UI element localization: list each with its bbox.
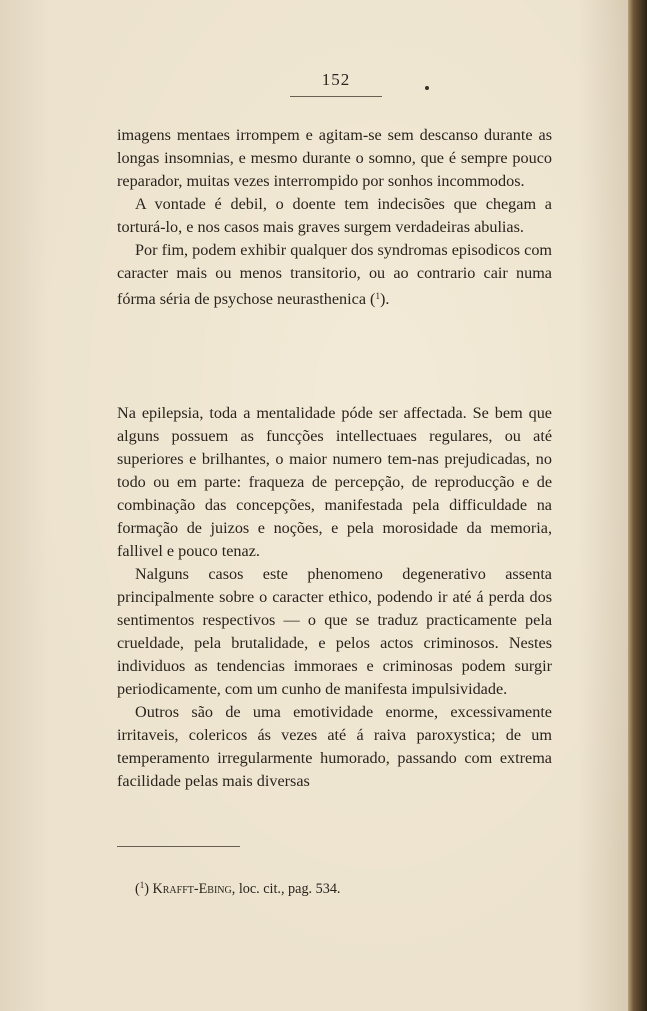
paragraph: Outros são de uma emotividade enorme, excessivamente irritaveis, colericos ás vezes até á raiva paroxystica; de um temperamento irregularmente humorado, passando com extrema facilidade pelas mais diversas [117, 703, 552, 790]
footnote-reference: 1 [375, 291, 380, 301]
reference-close: ). [379, 290, 390, 308]
paragraph [117, 239, 552, 311]
paragraph: imagens mentaes irrompem e agitam-se sem descanso durante as longas insomnias, e mesmo durante o somno, que é sempre pouco reparador, muitas vezes interrompido por sonhos incommodos. [117, 126, 552, 190]
footnote-citation: , loc. cit., pag. 534. [231, 881, 341, 897]
paragraph: Na epilepsia, toda a mentalidade póde ser affectada. Se bem que alguns possuem as funcções intellectuaes regulares, ou até superiores e brilhantes, o maior numero tem-nas prejudicadas, no todo ou em parte: fraqueza de percepção, de reproducção e de combinação das concepções, manifestada pela difficuldade na formação de juizos e noções, e pela morosidade da memoria, fallivel e pouco tenaz. [117, 404, 552, 560]
paragraph: A vontade é debil, o doente tem indecisões que chegam a torturá-lo, e nos casos mais graves surgem verdadeiras abulias. [117, 195, 552, 236]
header-rule [290, 96, 382, 97]
footnote-rule [117, 846, 240, 847]
footnote-marker: 1 [139, 880, 145, 890]
footnote-author: Krafft-Ebing [152, 881, 232, 897]
footnote: ($^1$) Krafft-Ebing, loc. cit., pag. 534. [135, 880, 341, 897]
ink-speck [425, 86, 429, 90]
page-number: 152 [321, 70, 351, 89]
page-edge-shadow [628, 0, 647, 1011]
paragraph: Nalguns casos este phenomeno degenerativo assenta principalmente sobre o caracter ethico, podendo ir até á perda dos sentimentos respectivos — o que se traduz practicamente pela crueldade, pela brutalidade, e pelos actos criminosos. Nestes individuos as tendencias immoraes e criminosas podem surgir periodicamente, com um cunho de manifesta impulsividade. [117, 565, 552, 698]
body-text-top [117, 124, 552, 311]
paragraph-text: Por fim, podem exhibir qualquer dos syndromas episodicos com caracter mais ou menos transitorio, ou ao contrario cair numa fórma séria de psychose neurasthenica ( [117, 241, 552, 308]
body-text-bottom [117, 402, 552, 793]
